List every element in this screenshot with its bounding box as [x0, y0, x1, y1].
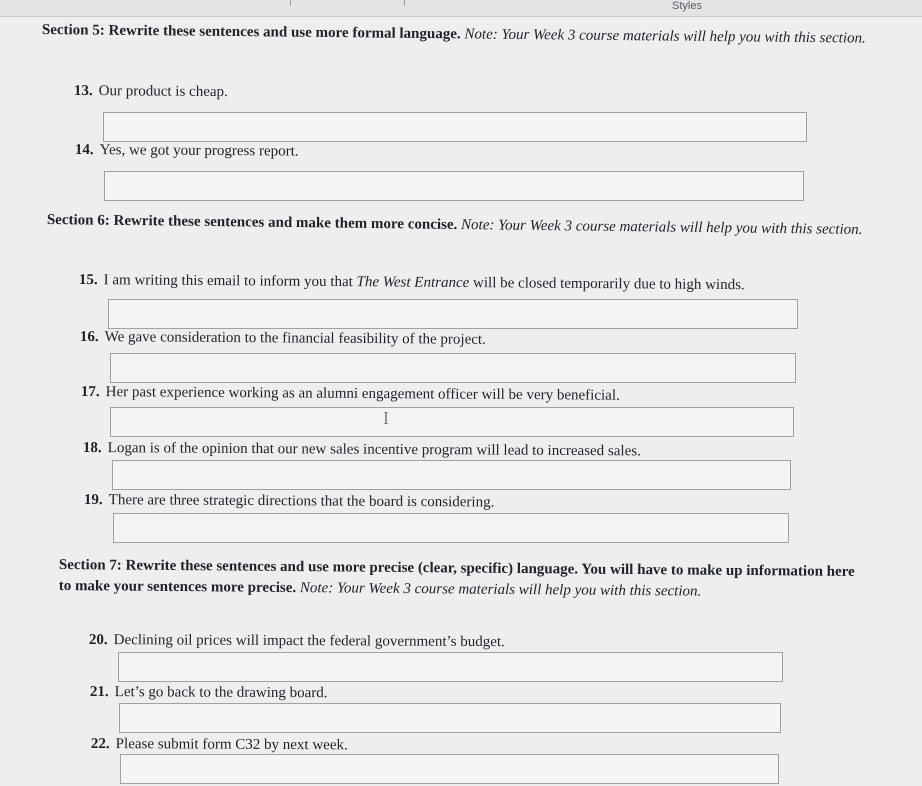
question-17: 17. Her past experience working as an alumni engagement officer will be very beneficial. — [80, 383, 620, 404]
question-16: 16. We gave consideration to the financial feasibility of the project. — [79, 328, 486, 348]
section-7-heading — [59, 555, 859, 604]
section-6-title: Section 6: Rewrite these sentences and make them more concise. — [46, 211, 458, 234]
question-13: 13. Our product is cheap. — [73, 82, 228, 101]
section-7-note: Note: Your Week 3 course materials will help you with this section. — [299, 580, 702, 600]
question-15: 15. I am writing this email to inform you that The West Entrance will be closed temporarily due to high winds. — [78, 271, 745, 294]
section-7-title: Section 7: Rewrite these sentences and use more precise (clear, specific) language. You will have to make up information here to make your sentences more precise. — [58, 556, 855, 597]
ruler-tick — [404, 0, 405, 6]
answer-box-21[interactable] — [119, 703, 781, 733]
answer-box-19[interactable] — [113, 513, 789, 543]
section-5-heading — [42, 20, 902, 50]
question-22: 22. Please submit form C32 by next week. — [90, 736, 348, 754]
answer-box-18[interactable] — [112, 460, 791, 490]
section-6-heading — [47, 210, 897, 241]
document-page — [0, 17, 922, 786]
answer-box-14[interactable] — [104, 171, 804, 201]
answer-box-16[interactable] — [110, 353, 796, 383]
answer-box-20[interactable] — [118, 652, 783, 682]
question-20: 20. Declining oil prices will impact the federal government’s budget. — [88, 632, 505, 651]
text-cursor-icon: Ｉ — [378, 409, 395, 428]
styles-label[interactable]: Styles — [672, 0, 702, 12]
question-18: 18. Logan is of the opinion that our new sales incentive program will lead to increased sales. — [82, 439, 641, 460]
section-5-note: Note: Your Week 3 course materials will help you with this section. — [464, 26, 866, 47]
question-21: 21. Let’s go back to the drawing board. — [89, 684, 328, 702]
answer-box-22[interactable] — [120, 754, 779, 784]
section-6-note: Note: Your Week 3 course materials will help you with this section. — [460, 217, 863, 238]
answer-box-17[interactable] — [110, 407, 794, 437]
question-14: 14. Yes, we got your progress report. — [74, 141, 299, 160]
ruler-tick — [290, 0, 291, 6]
entrance-name: The West Entrance — [356, 274, 470, 292]
word-ribbon — [0, 0, 922, 17]
answer-box-15[interactable] — [108, 299, 798, 329]
question-19: 19. There are three strategic directions that the board is considering. — [83, 491, 495, 511]
answer-box-13[interactable] — [103, 112, 807, 142]
section-5-title: Section 5: Rewrite these sentences and use more formal language. — [41, 21, 461, 43]
